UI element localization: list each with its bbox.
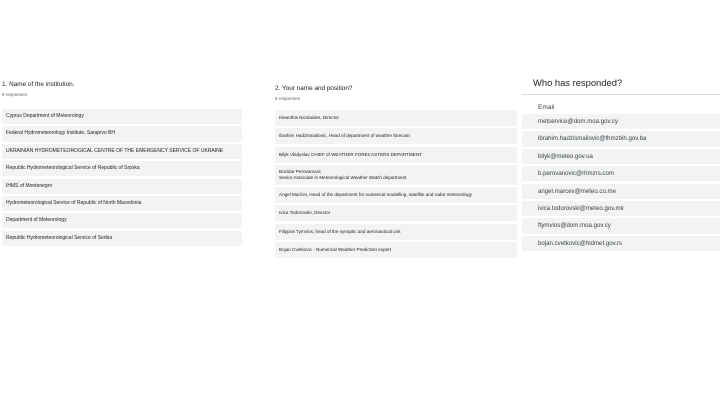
response-item bbox=[275, 147, 517, 163]
respondents-panel bbox=[522, 73, 720, 253]
response-item: Department of Meteorology bbox=[2, 213, 242, 228]
response-item: Republic Hydrometeorological Service of Serbia bbox=[2, 231, 242, 246]
response-item bbox=[275, 224, 517, 240]
response-item: UKRAINIAN HYDROMETEOROGICAL CENTRE OF THE EMERGENCY SERVICE OF UKRAINE bbox=[2, 144, 242, 159]
question-title: 1. Name of the institution. bbox=[2, 81, 75, 88]
email-row: bojan.cvetkovic@hidmet.gov.rs bbox=[522, 236, 720, 251]
email-list bbox=[522, 114, 720, 251]
response-item: Federal Hydrometeorology Institute, Sarajevo BH bbox=[2, 126, 242, 141]
response-item: Republic Hydrometeorological Service of Republic of Srpska bbox=[2, 161, 242, 176]
response-item bbox=[275, 242, 517, 258]
email-row: b.perovanovic@rhmzrs.com bbox=[522, 166, 720, 181]
response-text: Ibrahim Hadzismailovic, Head of department of weather forecast bbox=[279, 133, 410, 139]
email-row: metservice@dom.moa.gov.cy bbox=[522, 114, 720, 129]
response-item bbox=[275, 128, 517, 144]
response-item bbox=[275, 205, 517, 221]
name-position-question-panel bbox=[275, 85, 517, 260]
response-item bbox=[275, 110, 517, 126]
response-item: IHMS of Montenegro bbox=[2, 179, 242, 194]
response-count: 8 responses bbox=[2, 92, 28, 97]
response-item: Cyprus Department of Meteorology bbox=[2, 109, 242, 124]
email-column-header: Email bbox=[538, 104, 555, 111]
respondents-title: Who has responded? bbox=[522, 73, 720, 95]
question-title: 2. Your name and position? bbox=[275, 85, 353, 92]
response-text: Filippos Tymvios, head of the synoptic and aeronautical unit bbox=[279, 228, 401, 234]
response-text: Bozidar Perovanovic bbox=[279, 168, 322, 174]
response-text: Bojan Cvetkovic - Numerical Weather Prediction expert bbox=[279, 246, 391, 252]
response-text: Ivica Todorovski, Director bbox=[279, 210, 331, 216]
response-count: 8 responses bbox=[275, 96, 301, 101]
response-item bbox=[275, 187, 517, 203]
response-list bbox=[2, 109, 242, 246]
response-item bbox=[275, 165, 517, 185]
email-row: bilyk@meteo.gov.ua bbox=[522, 149, 720, 164]
response-text: Angel Marčev, Head of the department for numerical modelling, satellite and radar meteorology bbox=[279, 192, 472, 198]
institution-question-panel bbox=[2, 81, 242, 248]
email-row: angel.marcev@meteo.co.me bbox=[522, 184, 720, 199]
response-item: Hydrometeorological Service of Republic of North Macedonia bbox=[2, 196, 242, 211]
response-text: Bilyk Vladyslav CHIEF of WEATHER FORECASTERS DEPARTMENT bbox=[279, 151, 422, 157]
response-list bbox=[275, 110, 517, 258]
email-row: ftymvios@dom.moa.gov.cy bbox=[522, 218, 720, 233]
response-text: Kleanthis Nicolaides, Director bbox=[279, 115, 339, 121]
email-row: ivica.todorovski@meteo.gov.mk bbox=[522, 201, 720, 216]
email-row: ibrahim.hadzismailovic@fhmzbih.gov.ba bbox=[522, 131, 720, 146]
response-text-line2: Senior Associate in Meteorological Weather Watch department bbox=[279, 174, 407, 180]
